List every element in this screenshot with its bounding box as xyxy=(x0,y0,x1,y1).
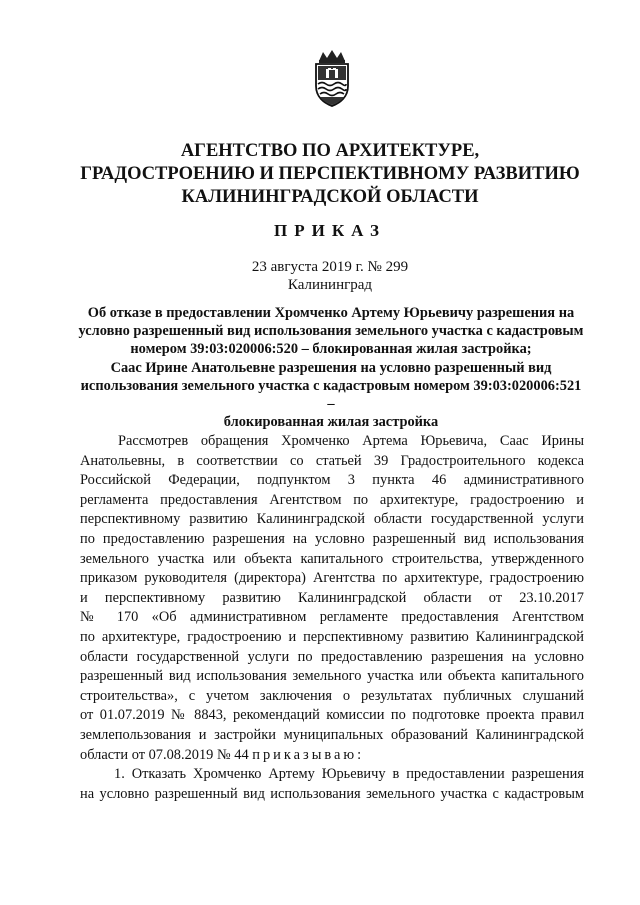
agency-name-line: ГРАДОСТРОЕНИЮ И ПЕРСПЕКТИВНОМУ РАЗВИТИЮ xyxy=(80,164,580,184)
item-1-line: 1. Отказать Хромченко Артему Юрьевичу в предоставлении разрешения xyxy=(114,766,584,783)
body-line: области государственной услуги по предоставлению разрешения на условно xyxy=(80,648,584,665)
subject-line: блокированная жилая застройка xyxy=(223,414,439,431)
agency-name xyxy=(60,140,600,209)
body-line: земельного участка или объекта капитального строительства, утвержденного xyxy=(80,550,584,567)
body-line: разрешенный вид использования земельного участка или объекта капитального xyxy=(80,668,584,685)
document-title: ПРИКАЗ xyxy=(274,221,386,240)
body-line: строительства», с учетом заключения о результатах публичных слушаний xyxy=(80,687,584,704)
order-city: Калининград xyxy=(287,277,373,293)
order-body xyxy=(80,432,584,804)
body-line: по архитектуре, градостроению и перспективному развитию Калининградской xyxy=(80,628,584,645)
agency-name-line: АГЕНТСТВО ПО АРХИТЕКТУРЕ, xyxy=(180,141,480,161)
order-date-number: 23 августа 2019 г. № 299 xyxy=(251,259,409,275)
body-line-final xyxy=(80,746,584,766)
body-line: Российской Федерации, подпунктом 3 пункта 46 административного xyxy=(80,472,584,489)
order-keyword: приказываю: xyxy=(252,746,365,763)
order-subject xyxy=(76,304,586,431)
subject-line: Об отказе в предоставлении Хромченко Артему Юрьевичу разрешения на xyxy=(87,305,575,321)
subject-line: использования земельного участка с кадастровым номером 39:03:020006:521 – xyxy=(80,377,582,413)
body-final-text: области от 07.08.2019 № 44 xyxy=(80,746,253,763)
kaliningrad-coat-of-arms-icon xyxy=(310,48,354,108)
subject-line: Саас Ирине Анатольевне разрешения на условно разрешенный вид xyxy=(110,359,552,376)
body-line: Рассмотрев обращения Хромченко Артема Юрьевича, Саас Ирины xyxy=(118,433,584,449)
body-line: землепользования и застройки муниципальных образований Калининградской xyxy=(80,726,584,743)
agency-name-line: КАЛИНИНГРАДСКОЙ ОБЛАСТИ xyxy=(181,187,479,207)
body-line: от 01.07.2019 № 8843, рекомендаций комиссии по подготовке проекта правил xyxy=(80,707,584,724)
body-line: перспективному развитию Калининградской области государственной услуги xyxy=(80,511,584,528)
body-line: № 170 «Об административном регламенте предоставления Агентством xyxy=(80,609,584,626)
subject-line: номером 39:03:020006:520 – блокированная жилая застройка; xyxy=(130,341,532,358)
item-1-line: на условно разрешенный вид использования земельного участка с кадастровым xyxy=(80,785,584,802)
body-line: и перспективному развитию Калининградской области от 23.10.2017 xyxy=(80,589,584,606)
body-line: Анатольевны, в соответствии со статьей 39 Градостроительного кодекса xyxy=(80,452,584,469)
body-line: по предоставлению разрешения на условно разрешенный вид использования xyxy=(80,530,584,547)
body-line: приказом руководителя (директора) Агентства по архитектуре, градостроению xyxy=(80,570,584,587)
body-line: регламента предоставления Агентством по архитектуре, градостроению и xyxy=(80,491,584,508)
subject-line: условно разрешенный вид использования земельного участка с кадастровым xyxy=(78,323,584,340)
